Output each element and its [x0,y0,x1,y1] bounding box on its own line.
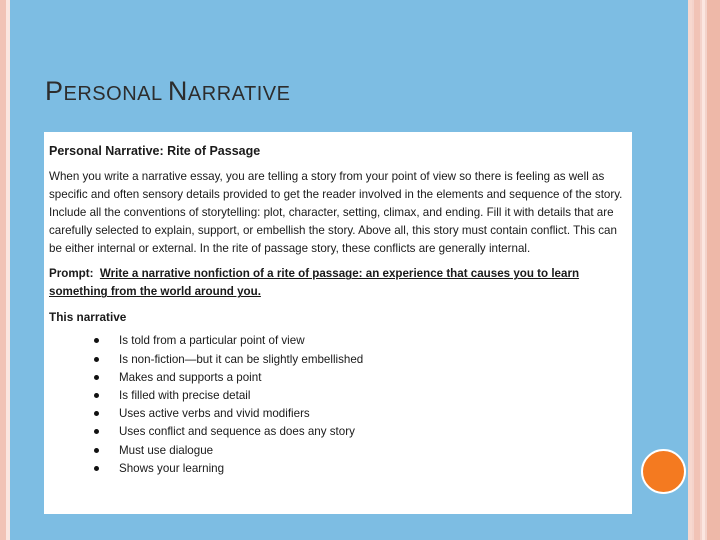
prompt-text: Write a narrative nonfiction of a rite of passage: an experience that causes you to learn something from the world around you. [49,267,580,299]
list-item-text: Shows your learning [119,461,225,475]
document-heading: Personal Narrative: Rite of Passage [49,144,261,158]
requirements-list [49,332,626,478]
list-item-text: Makes and supports a point [119,370,262,384]
list-item-text: Must use dialogue [119,443,214,457]
bullet-icon [94,393,99,398]
bullet-icon [94,448,99,453]
bullet-icon [94,466,99,471]
bullet-icon [94,411,99,416]
slide-title: PERSONAL NARRATIVE [45,76,291,106]
list-item [49,332,626,350]
list-item [49,387,626,405]
bullet-icon [94,338,99,343]
list-item [49,460,626,478]
right-border-stripe [707,0,720,540]
document-intro: When you write a narrative essay, you are telling a story from your point of view so there is feeling as well as specific and often sensory details provided to get the reader involved in the elements and sequence of the story. Include all the conventions of storytelling: plot, character, setting, climax, and ending. Fill it with details that are carefully selected to explain, support, or embellish the story. Above all, this story must contain conflict. This can be either internal or external. In the rite of passage story, these conflicts are generally internal. [49,170,623,256]
list-item-text: Is non-fiction—but it can be slightly embellished [119,352,364,366]
list-item [49,423,626,441]
prompt-paragraph [49,265,626,301]
right-border-stripe [688,0,692,540]
list-item-text: Uses active verbs and vivid modifiers [119,407,310,421]
list-item [49,405,626,423]
list-item [49,369,626,387]
list-lead: This narrative [49,310,127,325]
document-image [44,132,632,514]
list-item-text: Is told from a particular point of view [119,334,305,348]
list-item [49,351,626,369]
list-item-text: Is filled with precise detail [119,389,251,403]
bullet-icon [94,357,99,362]
prompt-label: Prompt: [49,267,94,281]
right-border-stripe [702,0,705,540]
decorative-circle-icon [641,449,686,494]
bullet-icon [94,429,99,434]
bullet-icon [94,375,99,380]
right-border-stripe [694,0,700,540]
list-item-text: Uses conflict and sequence as does any story [119,425,355,439]
list-item [49,442,626,460]
